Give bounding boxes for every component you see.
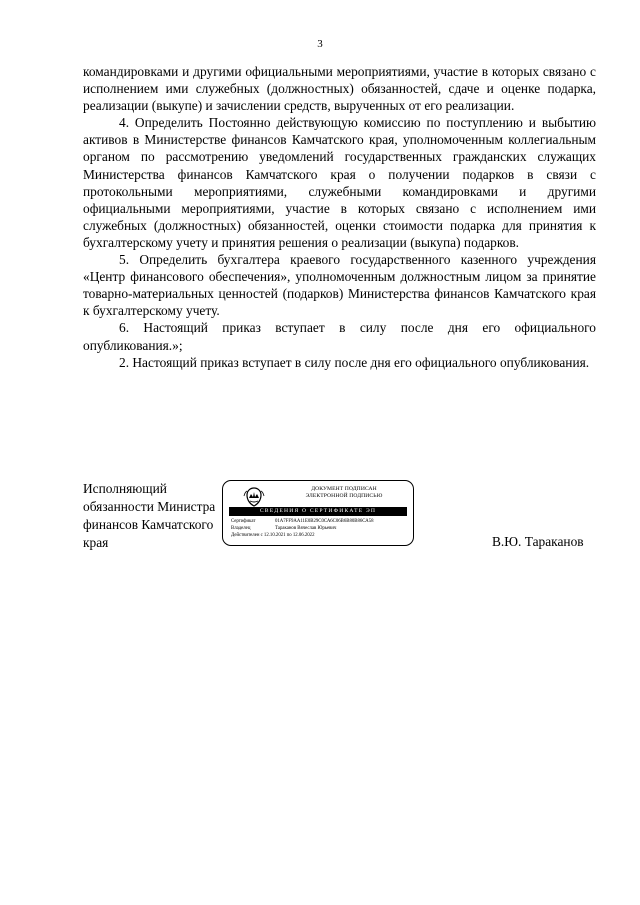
paragraph-item-4: 4. Определить Постоянно действующую комиссию по поступлению и выбытию активов в Министерстве финансов Камчатского края, уполномоченным коллегиальным органом по рассмотрению уведомлений государственных гражданских служащих Министерства финансов Камчатского края о получении подарков в связи с протокольными мероприятиями, служебными командировками и другими официальными мероприятиями, участие в которых связано с исполнением ими служебных (должностных) обязанностей, оценки стоимости подарка для принятия к бухгалтерскому учету и принятия решения о реализации (выкупа) подарков. [83,115,596,250]
stamp-cert-label: Сертификат [231,519,256,524]
coat-of-arms-icon [241,486,267,508]
stamp-cert-value: 01A7FF9AA11Е0В29С0СА6С06В6В80В86СА58 [275,519,374,524]
stamp-validity-row: Действителен с 12.10.2021 по 12.06.2022 [231,533,315,538]
page-number: 3 [317,38,323,50]
signer-title-line: Исполняющий [83,481,167,496]
stamp-header-line: ДОКУМЕНТ ПОДПИСАН [311,486,377,492]
signer-name: В.Ю. Тараканов [492,534,584,549]
stamp-owner-label: Владелец [231,526,251,531]
stamp-owner-value: Тараканов Вячеслав Юрьевич [275,526,337,531]
signer-title-line: обязанности Министра [83,499,216,514]
signer-title [83,480,215,552]
signer-title-line: края [83,535,109,550]
electronic-signature-stamp [222,480,414,546]
paragraph-item-2: 2. Настоящий приказ вступает в силу после дня его официального опубликования. [119,354,590,370]
stamp-certificate-row [231,519,374,525]
signer-title-line: финансов Камчатского [83,517,214,532]
stamp-header [279,486,409,500]
paragraph-item-6: 6. Настоящий приказ вступает в силу после дня его официального опубликования.»; [83,320,596,353]
stamp-certificate-bar: СВЕДЕНИЯ О СЕРТИФИКАТЕ ЭП [229,507,407,516]
paragraph-continuation: командировками и другими официальными мероприятиями, участие в которых связано с исполнением ими служебных (должностных) обязанностей, сдаче и оценке подарка, реализации (выкупе) и зачислении средств, вырученных от его реализации. [83,64,596,114]
stamp-header-line: ЭЛЕКТРОННОЙ ПОДПИСЬЮ [305,493,383,499]
stamp-owner-row [231,526,336,532]
document-body [83,63,596,371]
paragraph-item-5: 5. Определить бухгалтера краевого государственного казенного учреждения «Центр финансового обеспечения», уполномоченным должностным лицом за принятие товарно-материальных ценностей (подарков) Министерства финансов Камчатского края к бухгалтерскому учету. [83,252,596,319]
